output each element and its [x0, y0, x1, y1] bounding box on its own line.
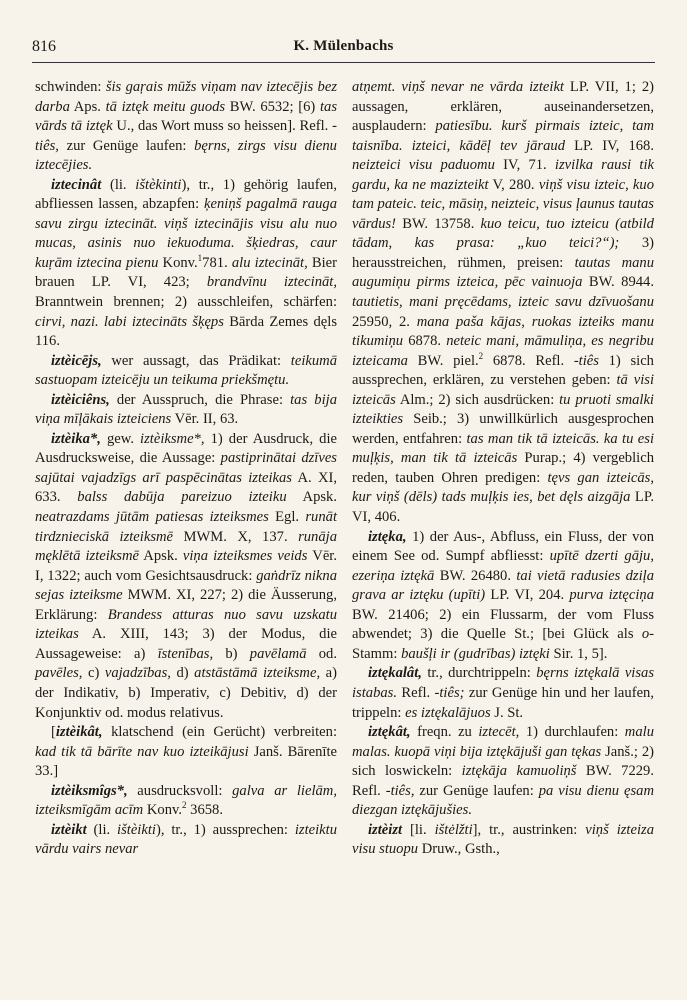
entry-text: zur Genüge hin und her laufen, trippeln: [352, 684, 654, 721]
entry-text: der Ausspruch, die Phrase: [109, 391, 291, 408]
example-text: ištėlžti [434, 821, 473, 838]
example-text: es iztękalājuos [405, 704, 491, 721]
example-text: ištèikti [117, 821, 156, 838]
example-text: izteiktu vārdu vairs nevar [35, 821, 337, 858]
entry-headword: iztèicējs, [51, 352, 102, 369]
entry-text: BW. piel. [407, 352, 479, 369]
entry-headword: iztèikât, [55, 724, 103, 741]
example-text: bęrns, zirgs visu dienu iztecējies. [35, 137, 337, 174]
entry-text: gew. [100, 430, 141, 447]
entry-text: MWM. XI, 227; 2) die Äusserung, Erklärung: [35, 587, 337, 623]
entry-text: BW. 6532; [6) [225, 98, 320, 115]
entry-text: (li. [86, 821, 118, 838]
example-text: upītē dzerti gāju, ezeriņa iztękā [352, 548, 654, 584]
example-text: tas man tik tā izteicās. ka tu esi muļķis, man tik tā izteicās [352, 430, 654, 467]
dictionary-entry [352, 723, 654, 821]
entry-text: BW. 8944. [582, 274, 654, 291]
entry-headword: iztèiksmîgs*, [51, 782, 128, 799]
entry-text: LP. VI, 406. [352, 489, 654, 526]
example-text: mana paša kājas, ruokas izteiks manu tikumiņu [352, 313, 654, 350]
example-text: malu malas. kuopā viņi bija iztękājuši gan tękas [352, 724, 654, 760]
example-text: brandvīnu iztecināt, [206, 274, 337, 291]
example-text: tautas manu augumiņu pirms izteica, pēc vainuoja [352, 254, 654, 291]
entry-headword: iztèika*, [51, 430, 101, 447]
example-text: tai vietā radusies dziļa grava ar iztęku (upīti) [352, 567, 654, 604]
example-text: pavēles, [35, 665, 83, 682]
entry-text: Egl. [268, 509, 306, 526]
entry-text: -Stamm: [352, 626, 654, 662]
entry-text: 25950, 2. [352, 313, 417, 330]
dictionary-entry [35, 723, 337, 782]
entry-text: ), tr., 1) gehörig laufen, abfliessen lassen, abzapfen: [35, 176, 338, 213]
superscript: 1 [197, 253, 203, 264]
entry-text: [li. [402, 821, 435, 838]
entry-text: ), tr., 1) aussprechen: [155, 821, 295, 838]
entry-text: a) der Indikativ, b) Imperativ, c) Debitiv, d) der Konjunktiv od. modus relativus. [35, 665, 337, 721]
example-text: tautietis, mani pręcēdams, izteic savu dzīvuošanu [352, 294, 654, 311]
entry-text: od. [306, 645, 337, 662]
example-text: -tiês; [434, 684, 465, 701]
entry-text: MWM. X, 137. [173, 528, 299, 545]
example-text: Brandess atturas nuo savu uzskatu izteikas [35, 606, 338, 643]
dictionary-entry [352, 528, 654, 665]
example-text: neatrazdams jūtām patiesas izteiksmes [35, 509, 269, 526]
example-text: purva iztęciņa [569, 587, 654, 604]
entry-text: Branntwein brennen; 2) ausschleifen, schärfen: [35, 294, 337, 311]
entry-text: tr., durchtrippeln: [421, 665, 537, 682]
running-header [32, 38, 655, 63]
entry-text: d) [170, 665, 195, 682]
example-text: patiesību. kurš pirmais izteic, tam taisnība. izteici, kādēļ tev jāraud [352, 118, 654, 154]
entry-text: J. St. [490, 704, 524, 721]
entry-text: 3658. [186, 802, 223, 819]
dictionary-entry [35, 821, 337, 860]
entry-headword: iztèizt [368, 821, 403, 838]
entry-headword: iztèiciêns, [51, 391, 110, 408]
example-text: galva ar lielām, izteiksmīgām acīm [35, 782, 337, 819]
entry-text: klatschend (ein Gerücht) verbreiten: [102, 724, 337, 741]
superscript: 2 [478, 350, 484, 361]
entry-text: Vēr. II, 63. [171, 411, 239, 428]
entry-text: Alm.; 2) sich ausdrücken: [395, 391, 560, 408]
example-text: neizteici visu paduomu [352, 157, 495, 174]
example-text: runāt tirdznieciskā izteiksmē [35, 509, 337, 545]
example-text: gaṅdrīz nikna sejas izteiksme [35, 567, 337, 604]
entry-text: b) [213, 645, 250, 662]
example-text: atņemt. viņš nevar ne vārda izteikt [352, 79, 564, 95]
entry-text: Janš.; 2) sich loswickeln: [352, 743, 654, 780]
example-text: cirvi, nazi. labi iztecināts šķęps [35, 313, 224, 330]
entry-text: IV, 71. [494, 157, 555, 174]
example-text: kad tik tā bārīte nav kuo izteikājusi [35, 743, 249, 760]
entry-text: LP. VII, 1; 2) aussagen, erklären, auseinandersetzen, ausplaudern: [352, 79, 654, 135]
entry-text: Bārda Zemes dęls 116. [35, 313, 338, 350]
entry-headword: iztękât, [368, 724, 411, 741]
entry-text: 6878. [403, 333, 447, 350]
example-text: runāja męklētā izteiksmē [35, 528, 337, 565]
entry-text: Purap.; 4) vergeblich reden, tauben Ohren predigen: [352, 450, 654, 486]
entry-headword: iztęka, [368, 528, 407, 545]
entry-headword: iztecinât [51, 176, 102, 193]
example-text: tęvs gan izteicās, kur viņš (dēls) tads muļķis ies, bet dęls aizgāja [352, 469, 654, 506]
entry-text: Bier brauen LP. VI, 423; [35, 254, 338, 291]
dictionary-entry [35, 352, 337, 391]
entry-text: Apsk. [286, 489, 338, 506]
example-text: teikumā sastuopam izteicēju un teikuma priekšmętu. [35, 352, 337, 389]
example-text: viņa izteiksmes veids [182, 548, 308, 565]
example-text: kuo teicu, tuo izteicu (atbild tādam, kas prasa: „kuo teici?“); [352, 215, 654, 252]
example-text: pa visu dienu ęsam diezgan iztękājušies. [352, 782, 654, 819]
entry-text: Sir. 1, 5]. [549, 645, 608, 662]
dictionary-entry [35, 391, 337, 430]
right-column [352, 78, 654, 860]
entry-text: BW. 21406; 2) ein Flussarm, der vom Fluss abwendet; 3) die Quelle St.; [bei Glück als [352, 606, 654, 643]
entry-text: Janš. Bārenīte 33.] [35, 743, 337, 780]
entry-text: 1) durchlaufen: [519, 724, 625, 741]
entry-text: 1) der Aus-, Abfluss, ein Fluss, der von einem See od. Sumpf abfliesst: [352, 528, 654, 565]
example-text: īstenības, [157, 645, 214, 662]
example-text: -tiês, [385, 782, 415, 799]
entry-headword: iztèikt [51, 821, 87, 838]
example-text: -tiês [573, 352, 599, 369]
entry-text: Refl. [397, 684, 435, 701]
entry-text: 1) der Ausdruck, die Ausdrucksweise, die Aussage: [35, 430, 337, 467]
entry-text: A. XIII, 143; 3) der Modus, die Aussageweise: a) [35, 626, 337, 662]
left-column [35, 78, 337, 860]
example-text: pavēlamā [249, 645, 307, 662]
entry-text: 3) herausstreichen, rühmen, preisen: [352, 235, 654, 271]
entry-text: Druw., Gsth., [418, 841, 500, 858]
superscript: 2 [182, 800, 187, 811]
running-title: K. Mülenbachs [293, 38, 394, 54]
entry-text: Seib.; 3) unwillkürlich ausgesprochen werden, entfahren: [352, 411, 654, 447]
dictionary-entry [35, 782, 337, 821]
entry-text: Konv. [143, 802, 183, 819]
example-text: baušļi ir (gudrības) iztęki [401, 645, 550, 662]
entry-text: BW. 13758. [396, 215, 481, 232]
dictionary-entry [352, 78, 654, 528]
dictionary-entry [35, 176, 337, 352]
dictionary-entry [35, 78, 337, 176]
page-number: 816 [32, 38, 56, 55]
example-text: atstāstāmā izteiksme, [194, 665, 321, 682]
entry-text: ausdrucksvoll: [127, 782, 233, 799]
entry-text: wer aussagt, das Prädikat: [101, 352, 291, 369]
example-text: izvilka rausi tik gardu, ka ne mazizteikt [352, 157, 654, 193]
example-text: -tiês, [35, 118, 338, 154]
example-text: neteic mani, māmuliņa, es negribu izteicama [352, 333, 654, 369]
entry-text: zur Genüge laufen: [58, 137, 195, 154]
entry-text: freqn. zu [410, 724, 479, 741]
entry-text: 6878. Refl. [483, 352, 574, 369]
entry-text: c) [82, 665, 105, 682]
entry-text: Aps. [69, 98, 106, 115]
example-text: iztecēt, [478, 724, 520, 741]
entry-text: Konv. [158, 254, 198, 271]
dictionary-entry [352, 821, 654, 860]
dictionary-entry [352, 664, 654, 723]
entry-text: LP. VI, 204. [485, 587, 570, 604]
entry-text: Apsk. [139, 548, 183, 565]
entry-text: schwinden: [35, 79, 106, 95]
example-text: viņš izteiza visu stuopu [352, 821, 654, 858]
entry-text: BW. 26480. [434, 567, 517, 584]
example-text: tā visi izteicās [352, 372, 654, 408]
entry-text: 1) sich aussprechen, erklären, zu verstehen geben: [352, 352, 654, 389]
example-text: ķeniņš pagalmā rauga savu zirgu iztecināt. viņš iztecinājis visu alu nuo mucas, asinis nuo iekuoduma. šķiedras, caur kuŗām iztecina pienu [35, 196, 337, 271]
entry-text: BW. 7229. Refl. [352, 763, 654, 799]
example-text: iztèiksme*, [140, 430, 205, 447]
example-text: vajadzības, [104, 665, 171, 682]
example-text: iztękāja kamuoliņš [461, 763, 577, 780]
entry-text: (li. [101, 176, 136, 193]
entry-text: Vēr. I, 1322; auch vom Gesichtsausdruck: [35, 548, 337, 584]
entry-text: LP. IV, 168. [565, 137, 654, 154]
example-text: tā iztęk meitu guods [105, 98, 226, 115]
entry-text: 781. [202, 254, 232, 271]
example-text: pastiprinātai dzīves sajūtai vajadzīgs arī paspēcinātas izteikas [35, 450, 337, 486]
example-text: bęrns iztękalā visas istabas. [352, 665, 655, 701]
example-text: šis gaŗais mūžs viņam nav iztecējis bez darba [35, 79, 337, 115]
example-text: balss dabūja pareizuo izteiku [77, 489, 287, 506]
example-text: o [641, 626, 650, 643]
example-text: tas bija viņa mīļākais izteiciens [35, 391, 337, 428]
dictionary-entry [35, 430, 337, 723]
example-text: tu pruoti smalki izteikties [352, 391, 654, 428]
example-text: tas vārds tā iztęk [35, 98, 337, 135]
example-text: alu iztecināt, [231, 254, 308, 271]
entry-text: zur Genüge laufen: [414, 782, 539, 799]
entry-text: A. XI, 633. [35, 469, 337, 506]
example-text: viņš visu izteic, kuo tam pateic. teic, māsiņ, neizteic, visus ļaunus tautas vārdus! [352, 176, 655, 232]
entry-headword: iztękalât, [368, 665, 422, 682]
entry-text: [ [51, 724, 56, 741]
entry-text: ], tr., austrinken: [472, 821, 586, 838]
entry-text: V, 280. [488, 176, 539, 193]
example-text: ištèkinti [135, 176, 182, 193]
entry-text: U., das Wort muss so heissen]. Refl. [112, 118, 333, 135]
